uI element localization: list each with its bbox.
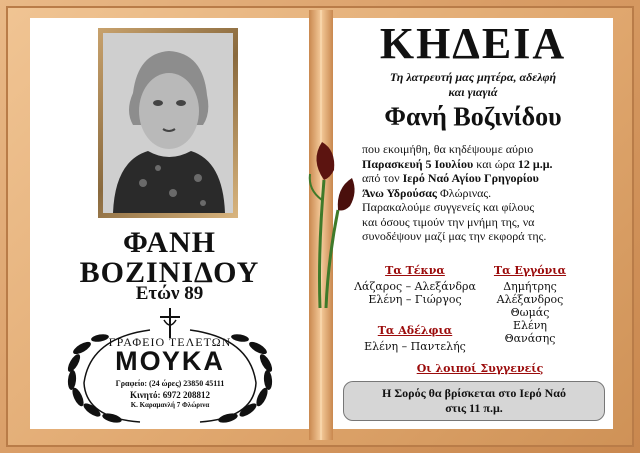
list-item: Ελένη: [513, 319, 547, 332]
children-heading: Τα Τέκνα: [385, 264, 445, 277]
body-line-1: που εκοιμήθη, θα κηδέψουμε αύριο: [362, 142, 534, 156]
portrait-image: [103, 33, 233, 213]
body-line-3: [362, 171, 612, 186]
body-line-2: [362, 157, 612, 172]
intro-text: [333, 70, 613, 100]
portrait-frame: [98, 28, 238, 218]
list-item: Ελένη – Παντελής: [364, 340, 466, 353]
deceased-name-line1: ΦΑΝΗ: [123, 226, 216, 259]
body-line-6: και όσους τιμούν την μνήμη της, να: [362, 214, 535, 229]
list-item: Αλέξανδρος: [496, 293, 564, 306]
funeral-date: Παρασκευή 5 Ιουλίου: [362, 156, 474, 171]
funeral-mobile-phone: Κινητό: 6972 208812: [129, 390, 211, 400]
siblings-list: [350, 340, 480, 353]
funeral-address: Κ. Καραμανλή 7 Φλώρινα: [130, 401, 210, 409]
page-title: ΚΗΔΕΙΑ: [379, 19, 567, 68]
intro-line-2: και γιαγιά: [448, 85, 498, 99]
funeral-brand-name: ΜΟΥΚΑ: [115, 346, 225, 376]
announcement-body: [362, 142, 612, 244]
body-line-5: Παρακαλούμε συγγενείς και φίλους: [362, 200, 535, 214]
town-name: Φλώρινας.: [436, 185, 492, 200]
list-item: Θωμάς: [510, 306, 550, 319]
intro-line-1: Τη λατρευτή μας μητέρα, αδελφή: [389, 70, 557, 84]
list-item: Θανάσης: [504, 332, 556, 345]
list-item: Δημήτρης: [503, 280, 557, 293]
deceased-name-line2: ΒΟΖΙΝΙΔΟΥ: [79, 256, 260, 289]
deceased-age: Ετών 89: [135, 283, 204, 304]
siblings-heading: Τα Αδέλφια: [377, 324, 453, 337]
portrait-photo: [103, 33, 233, 213]
funeral-time: 12 μ.μ.: [517, 156, 553, 171]
funeral-office-label: ΓΡΑΦΕΙΟ ΤΕΛΕΤΩΝ: [108, 335, 232, 349]
list-item: Ελένη – Γιώργος: [368, 293, 462, 306]
viewing-note: [343, 386, 605, 416]
children-list: [350, 280, 480, 306]
body-line-4: [362, 186, 612, 201]
church-name: Ιερό Ναό Αγίου Γρηγορίου: [402, 171, 539, 185]
body-line-7: συνοδέψουν μαζί μας την εκφορά της.: [362, 229, 547, 243]
list-item: Λάζαρος – Αλεξάνδρα: [354, 280, 476, 293]
funeral-home-logo: [60, 308, 280, 426]
funeral-office-phone: Γραφείο: (24 ώρες) 23850 45111: [115, 379, 225, 388]
body-line-2-mid: και ώρα: [473, 156, 518, 171]
grandchildren-heading: Τα Εγγόνια: [493, 264, 567, 277]
village-name: Άνω Υδρούσας: [362, 185, 437, 200]
grandchildren-list: [490, 280, 570, 345]
relatives-heading: Οι λοιποί Συγγενείς: [416, 362, 544, 375]
viewing-note-line-1: Η Σορός θα βρίσκεται στο Ιερό Ναό: [382, 386, 566, 400]
deceased-name: Φανή Βοζινίδου: [384, 102, 562, 131]
body-line-3-prefix: από τον: [362, 171, 403, 185]
viewing-note-line-2: στις 11 π.μ.: [445, 401, 503, 415]
